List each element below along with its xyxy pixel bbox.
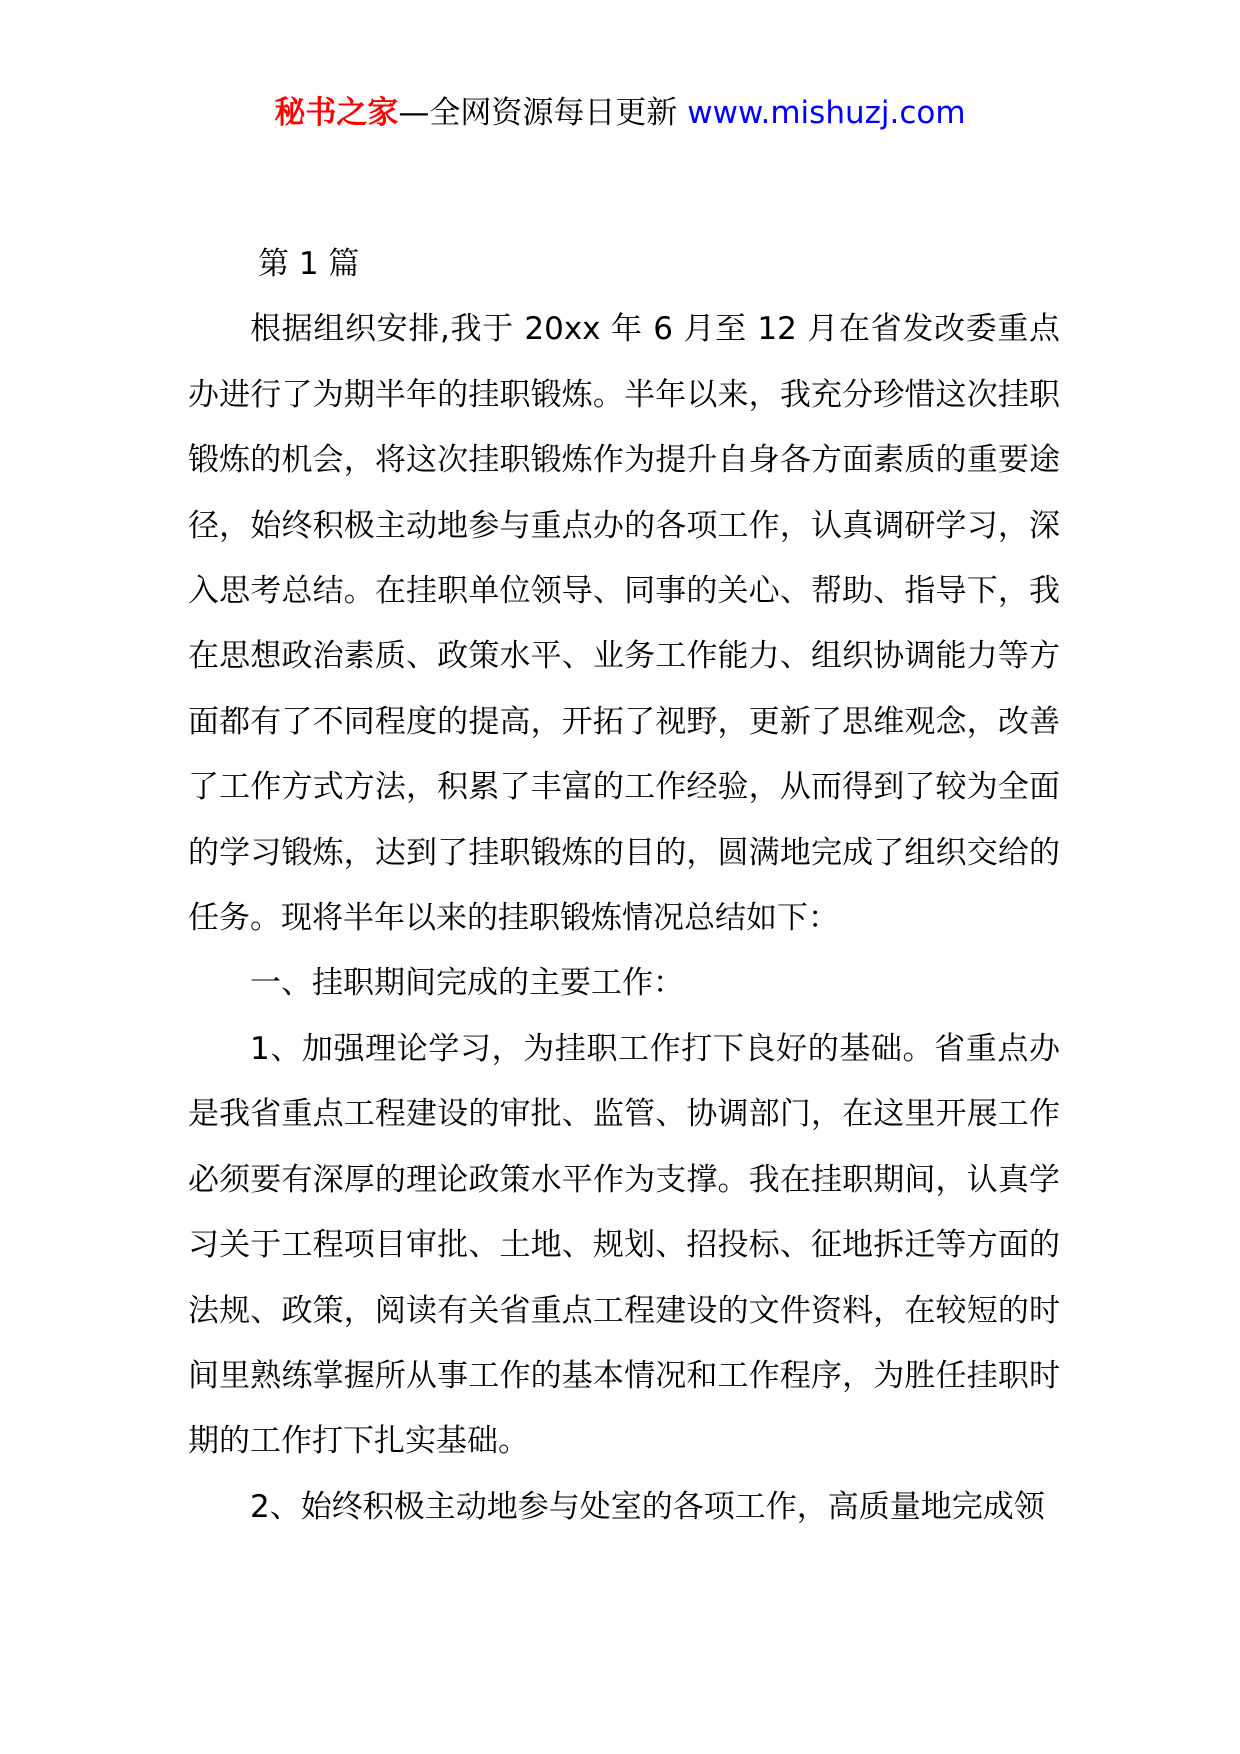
paragraph-section-heading: 一、挂职期间完成的主要工作： <box>250 965 684 1002</box>
document-title: 第 1 篇 <box>258 246 360 282</box>
paragraph-item-1: 1、加强理论学习，为挂职工作打下良好的基础。省重点办是我省重点工程建设的审批、监管、协调部门，在这里开展工作必须要有深厚的理论政策水平作为支撑。我在挂职期间，认真学习关于工程项目审批、土地、规划、招投标、征地拆迁等方面的法规、政策，阅读有关省重点工程建设的文件资料，在较短的时间里熟练掌握所从事工作的基本情况和工作程序，为胜任挂职时期的工作打下扎实基础。 <box>188 1030 1060 1460</box>
site-url-link[interactable]: www.mishuzj.com <box>687 95 966 131</box>
site-brand: 秘书之家 <box>274 95 399 131</box>
paragraph-item-2: 2、始终积极主动地参与处室的各项工作，高质量地完成领 <box>250 1488 1045 1525</box>
paragraph-intro: 根据组织安排,我于 20xx 年 6 月至 12 月在省发改委重点办进行了为期半年的挂职锻炼。半年以来，我充分珍惜这次挂职锻炼的机会，将这次挂职锻炼作为提升自身各方面素质的重要途径，始终积极主动地参与重点办的各项工作，认真调研学习，深入思考总结。在挂职单位领导、同事的关心、帮助、指导下，我在思想政治素质、政策水平、业务工作能力、组织协调能力等方面都有了不同程度的提高，开拓了视野，更新了思维观念，改善了工作方式方法，积累了丰富的工作经验，从而得到了较为全面的学习锻炼，达到了挂职锻炼的目的，圆满地完成了组织交给的任务。现将半年以来的挂职锻炼情况总结如下： <box>188 311 1060 937</box>
site-slogan: —全网资源每日更新 <box>398 95 688 131</box>
document-body <box>188 232 1060 1540</box>
site-header <box>0 88 1240 138</box>
